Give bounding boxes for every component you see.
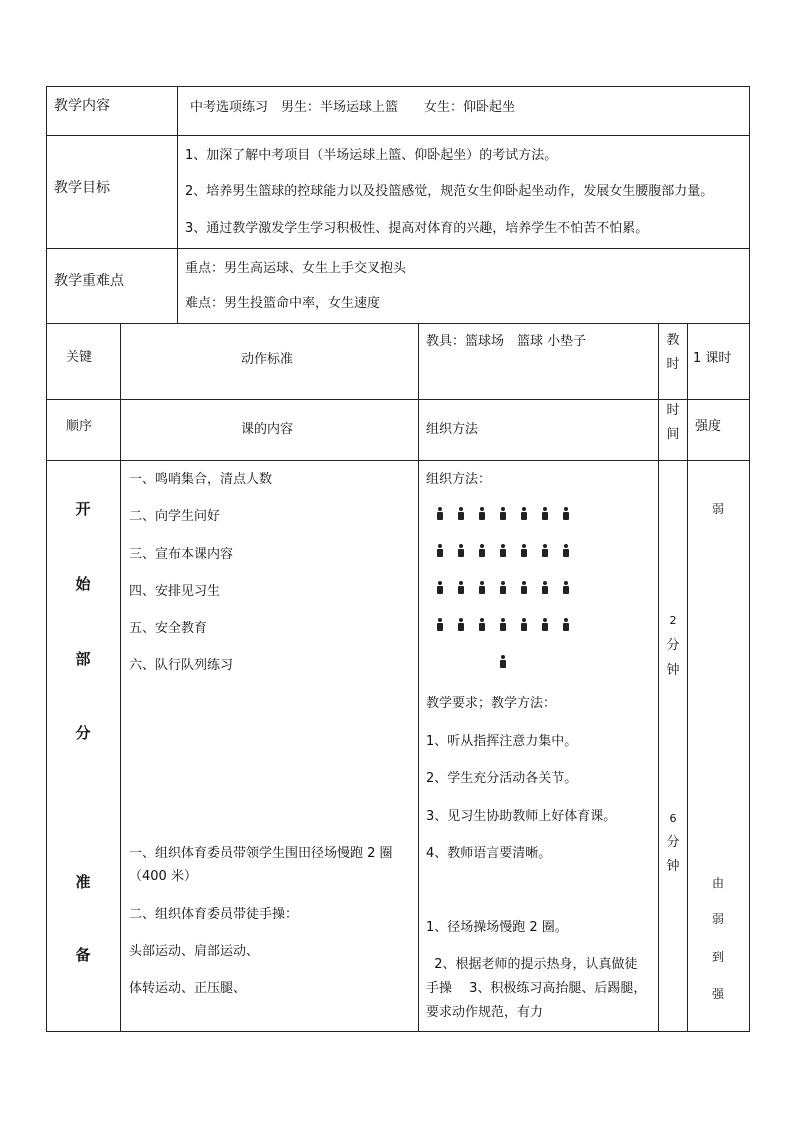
student-icon <box>478 544 486 558</box>
content-value: 中考选项练习 男生：半场运球上篮 女生：仰卧起坐 <box>190 100 516 115</box>
row-divider <box>46 399 750 400</box>
student-icon <box>499 507 507 521</box>
student-icon <box>520 544 528 558</box>
section-start-title-char: 始 <box>75 575 91 593</box>
section-prep-title-char: 准 <box>75 873 91 891</box>
row-divider <box>46 135 750 136</box>
student-icon <box>541 581 549 595</box>
col-divider-label <box>177 86 178 324</box>
row-divider <box>46 460 750 461</box>
table-border-top <box>46 86 750 87</box>
col-divider-2 <box>418 323 419 1032</box>
row-divider <box>46 248 750 249</box>
start-time-char: 钟 <box>666 663 680 678</box>
row-divider <box>46 323 750 324</box>
order-col1: 顺序 <box>66 419 93 434</box>
key-col2: 动作标准 <box>241 352 294 367</box>
prep-item: 二、组织体育委员带徒手操： <box>129 907 299 922</box>
order-col5: 强度 <box>695 419 722 434</box>
start-intensity: 弱 <box>711 502 724 516</box>
col-divider-3 <box>658 323 659 1032</box>
requirement-item: 2、学生充分活动各关节。 <box>426 771 578 786</box>
table-border-right <box>749 86 750 1032</box>
key-col5: 1 课时 <box>693 351 732 366</box>
start-item: 三、宣布本课内容 <box>129 547 234 562</box>
goal-item: 2、培养男生篮球的控球能力以及投篮感觉，规范女生仰卧起坐动作，发展女生腰腹部力量。 <box>185 184 714 199</box>
order-col4-char: 时 <box>666 403 680 418</box>
hard-point: 难点：男生投篮命中率，女生速度 <box>185 296 381 311</box>
order-col4-char: 间 <box>666 427 680 442</box>
prep-item: 体转运动、正压腿、 <box>129 981 247 996</box>
student-icon <box>541 544 549 558</box>
order-col2: 课的内容 <box>241 422 294 437</box>
student-icon <box>436 581 444 595</box>
key-col4-char: 教 <box>666 333 680 348</box>
student-icon <box>436 618 444 632</box>
prep-method: 1、径场操场慢跑 2 圈。 <box>426 920 568 935</box>
key-col3: 教具：篮球场 篮球 小垫子 <box>426 334 587 349</box>
section-start-title-char: 开 <box>75 500 91 518</box>
start-item: 六、队行队列练习 <box>129 658 234 673</box>
student-icon <box>562 618 570 632</box>
prep-item: 头部运动、肩部运动、 <box>129 944 260 959</box>
goals-label: 教学目标 <box>54 180 110 196</box>
student-icon <box>541 618 549 632</box>
student-icon <box>457 544 465 558</box>
key-col1: 关键 <box>66 350 93 365</box>
student-icon <box>457 507 465 521</box>
start-item: 一、鸣哨集合，清点人数 <box>129 472 273 487</box>
student-icon <box>499 581 507 595</box>
section-start-title-char: 分 <box>75 724 91 742</box>
student-icon <box>478 507 486 521</box>
content-label: 教学内容 <box>54 98 110 114</box>
requirement-item: 1、听从指挥注意力集中。 <box>426 734 578 749</box>
student-icon <box>436 507 444 521</box>
student-icon <box>562 507 570 521</box>
section-start-title-char: 部 <box>75 650 91 668</box>
difficulty-label: 教学重难点 <box>54 273 124 289</box>
org-title: 组织方法： <box>426 472 492 487</box>
student-icon <box>436 544 444 558</box>
section-prep-title-char: 备 <box>75 946 91 964</box>
table-border-bottom <box>46 1031 750 1032</box>
student-icon <box>499 618 507 632</box>
requirements-title: 教学要求；教学方法： <box>426 696 557 711</box>
goal-item: 1、加深了解中考项目（半场运球上篮、仰卧起坐）的考试方法。 <box>185 148 558 163</box>
prep-time-char: 分 <box>666 835 680 850</box>
table-border-left <box>46 86 47 1032</box>
student-icon <box>562 544 570 558</box>
prep-intensity-char: 强 <box>711 987 724 1001</box>
student-icon <box>499 544 507 558</box>
student-icon <box>457 581 465 595</box>
start-item: 五、安全教育 <box>129 621 208 636</box>
prep-time-char: 钟 <box>666 859 680 874</box>
goal-item: 3、通过教学激发学生学习积极性、提高对体育的兴趣，培养学生不怕苦不怕累。 <box>185 221 649 236</box>
prep-intensity-char: 由 <box>711 876 724 890</box>
start-time-char: 分 <box>666 638 680 653</box>
prep-item: 一、组织体育委员带领学生围田径场慢跑 2 圈 <box>129 846 393 861</box>
teacher-icon <box>499 655 507 669</box>
prep-method: 2、根据老师的提示热身，认真做徒 <box>426 957 638 972</box>
prep-intensity-char: 到 <box>711 950 724 964</box>
student-icon <box>457 618 465 632</box>
student-icon <box>520 581 528 595</box>
student-icon <box>520 507 528 521</box>
student-icon <box>520 618 528 632</box>
col-divider-1 <box>120 323 121 1032</box>
prep-item: （400 米） <box>129 869 197 884</box>
student-icon <box>478 618 486 632</box>
student-icon <box>478 581 486 595</box>
key-col4-char: 时 <box>666 357 680 372</box>
key-point: 重点：男生高运球、女生上手交叉抱头 <box>185 261 407 276</box>
prep-method: 手操 3、积极练习高抬腿、后踢腿， <box>426 981 647 996</box>
start-item: 二、向学生问好 <box>129 509 221 524</box>
start-item: 四、安排见习生 <box>129 584 221 599</box>
requirement-item: 3、见习生协助教师上好体育课。 <box>426 809 617 824</box>
student-icon <box>562 581 570 595</box>
student-icon <box>541 507 549 521</box>
prep-intensity-char: 弱 <box>711 912 724 926</box>
order-col3: 组织方法 <box>426 422 479 437</box>
requirement-item: 4、教师语言要清晰。 <box>426 846 552 861</box>
prep-time-char: 6 <box>669 812 677 825</box>
start-time-char: 2 <box>669 614 677 627</box>
prep-method: 要求动作规范，有力 <box>426 1005 544 1020</box>
col-divider-4 <box>687 323 688 1032</box>
